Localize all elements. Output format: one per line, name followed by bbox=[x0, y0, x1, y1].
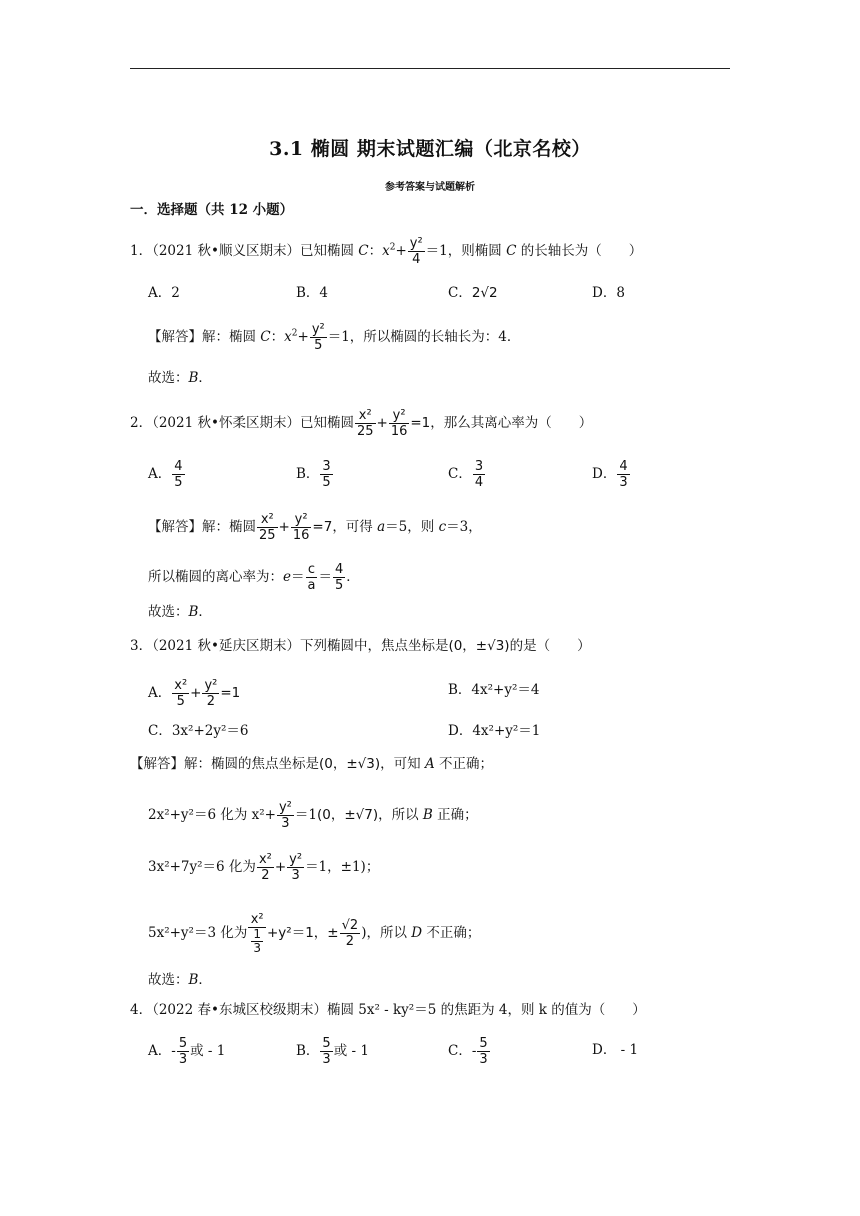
q3-stem: 3．（2021 秋•延庆区期末）下列椭圆中，焦点坐标是(0，±√3)的是（ ） bbox=[130, 638, 591, 654]
q2-option-c: C． $\frac{3}{4}$ bbox=[448, 459, 484, 490]
q3-option-b: B．4x²+y²＝4 bbox=[448, 682, 540, 698]
q2-option-b: B． $\frac{3}{5}$ bbox=[296, 459, 331, 490]
q3-option-c: C．3x²+2y²＝6 bbox=[148, 723, 249, 739]
q3-answer-2: 2x²+y²＝6 化为 x²+ $\frac{\text{y²}}{3}$ ＝1(0，±√7)，所以 B 正确； bbox=[148, 800, 478, 831]
q2-option-d: D． $\frac{4}{3}$ bbox=[592, 459, 628, 490]
page-subtitle: 参考答案与试题解析 bbox=[385, 182, 475, 193]
page-title: 3.1 椭圆 期末试题汇编（北京名校） bbox=[269, 138, 591, 160]
q4-option-c: C．- $\frac{5}{3}$ bbox=[448, 1036, 488, 1067]
q4-stem: 4．（2022 春•东城区校级期末）椭圆 5x² - ky²＝5 的焦距为 4，则 k 的值为（ ） bbox=[130, 1002, 646, 1018]
q2-option-a: A． $\frac{4}{5}$ bbox=[148, 459, 183, 490]
q1-stem: 1．（2021 秋•顺义区期末）已知椭圆 C：$x^2+$ $\frac{\text{y²}}{4}$ ＝1，则椭圆 C 的长轴长为（ ） bbox=[130, 236, 643, 267]
q2-answer: 【解答】解：椭圆 $\frac{\text{x²}}{25}$ + $\frac{\text{y²}}{16}$ =7，可得 a＝5，则 c＝3， bbox=[148, 512, 482, 543]
fraction: $\frac{\text{y²}}{4}$ bbox=[409, 236, 423, 267]
q1-option-c: C．2√2 bbox=[448, 285, 498, 301]
q1-option-a: A．2 bbox=[148, 285, 180, 301]
q3-choice: 故选：B． bbox=[148, 972, 212, 988]
fraction: $\frac{\text{y²}}{5}$ bbox=[311, 322, 325, 353]
q3-answer-1: 【解答】解：椭圆的焦点坐标是(0，±√3)，可知 A 不正确； bbox=[130, 756, 493, 772]
q4-option-d: D． - 1 bbox=[592, 1042, 639, 1058]
header-rule bbox=[130, 68, 730, 69]
fraction: $\frac{\text{y²}}{16}$ bbox=[390, 408, 408, 439]
section-heading: 一．选择题（共 12 小题） bbox=[130, 202, 294, 218]
q1-choice: 故选：B． bbox=[148, 370, 212, 386]
q1-option-b: B．4 bbox=[296, 285, 329, 301]
q4-option-a: A．- $\frac{5}{3}$ 或 - 1 bbox=[148, 1036, 226, 1067]
q4-option-b: B． $\frac{5}{3}$ 或 - 1 bbox=[296, 1036, 369, 1067]
q3-option-d: D．4x²+y²＝1 bbox=[448, 723, 541, 739]
q2-eccentricity: 所以椭圆的离心率为：e＝ $\frac{c}{a}$ ＝ $\frac{4}{5}$ ． bbox=[148, 562, 360, 593]
q2-stem: 2．（2021 秋•怀柔区期末）已知椭圆 $\frac{\text{x²}}{25}$ + $\frac{\text{y²}}{16}$ =1，那么其离心率为（ ） bbox=[130, 408, 593, 439]
fraction: $\frac{\text{x²}}{25}$ bbox=[356, 408, 374, 439]
q2-choice: 故选：B． bbox=[148, 604, 212, 620]
q1-answer: 【解答】解：椭圆 C：$x^2+$ $\frac{\text{y²}}{5}$ ＝1，所以椭圆的长轴长为：4． bbox=[148, 322, 521, 353]
q1-option-d: D．8 bbox=[592, 285, 625, 301]
q3-option-a: A． $\frac{\text{x²}}{5}$ + $\frac{\text{y²}}{2}$ =1 bbox=[148, 678, 241, 709]
q3-answer-4: 5x²+y²＝3 化为 $\frac{\text{x²}}{\frac{1}{3}}$ +y²＝1，± $\frac{√2}{2}$ )，所以 D 不正确； bbox=[148, 912, 481, 955]
q3-answer-3: 3x²+7y²＝6 化为 $\frac{\text{x²}}{2}$ + $\frac{\text{y²}}{3}$ ＝1，±1)； bbox=[148, 852, 380, 883]
